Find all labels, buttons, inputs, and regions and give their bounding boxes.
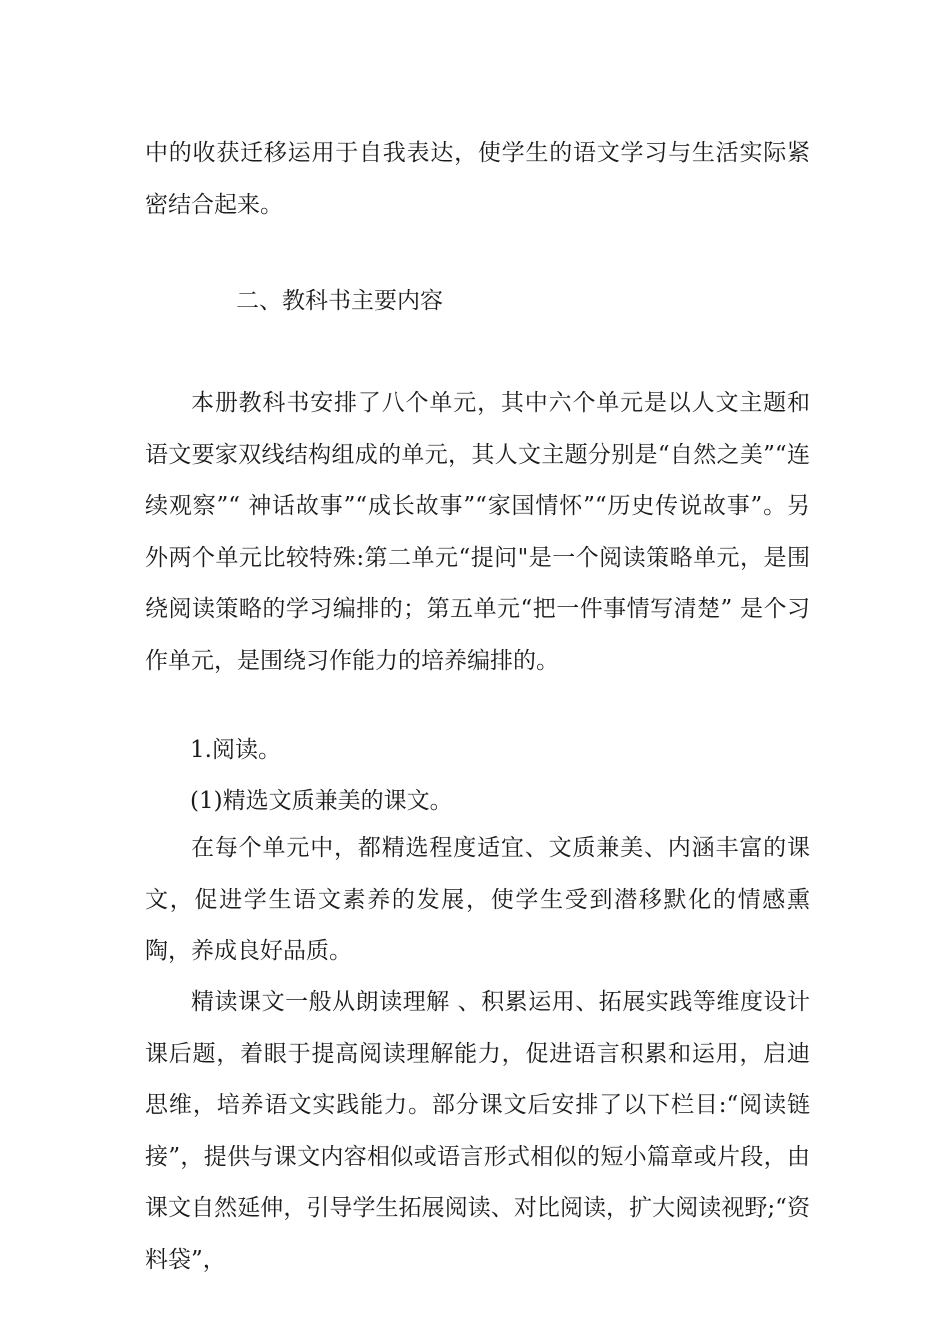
section-heading: 二、教科书主要内容 (236, 288, 443, 314)
paragraph-continuation: 中的收获迁移运用于自我表达，使学生的语文学习与生活实际紧密结合起来。 (145, 140, 810, 218)
list-item-selected-texts: (1)精选文质兼美的课文。 (190, 788, 453, 814)
paragraph-units-overview: 本册教科书安排了八个单元，其中六个单元是以人文主题和语文要家双线结构组成的单元，其人文主题分别是“自然之美”“连续观察”“ 神话故事”“成长故事”“家国情怀”“历史传说故事”。另外两个单元比较特殊:第二单元“提问"是一个阅读策略单元，是围绕阅读策略的学习编排的；第五单元“把一件事情写清楚” 是个习作单元，是围绕习作能力的培养编排的。 (145, 390, 810, 674)
list-item-reading: 1.阅读。 (190, 737, 281, 763)
paragraph-intensive-reading: 精读课文一般从朗读理解 、积累运用、拓展实践等维度设计课后题，着眼于提高阅读理解能力，促进语言积累和运用，启迪思维，培养语文实践能力。部分课文后安排了以下栏目:“阅读链接”，提供与课文内容相似或语言形式相似的短小篇章或片段，由课文自然延伸，引导学生拓展阅读、对比阅读，扩大阅读视野;“资料袋”， (145, 989, 810, 1273)
paragraph-unit-texts: 在每个单元中，都精选程度适宜、文质兼美、内涵丰富的课文，促进学生语文素养的发展，使学生受到潜移默化的情感熏陶，养成良好品质。 (145, 835, 810, 965)
